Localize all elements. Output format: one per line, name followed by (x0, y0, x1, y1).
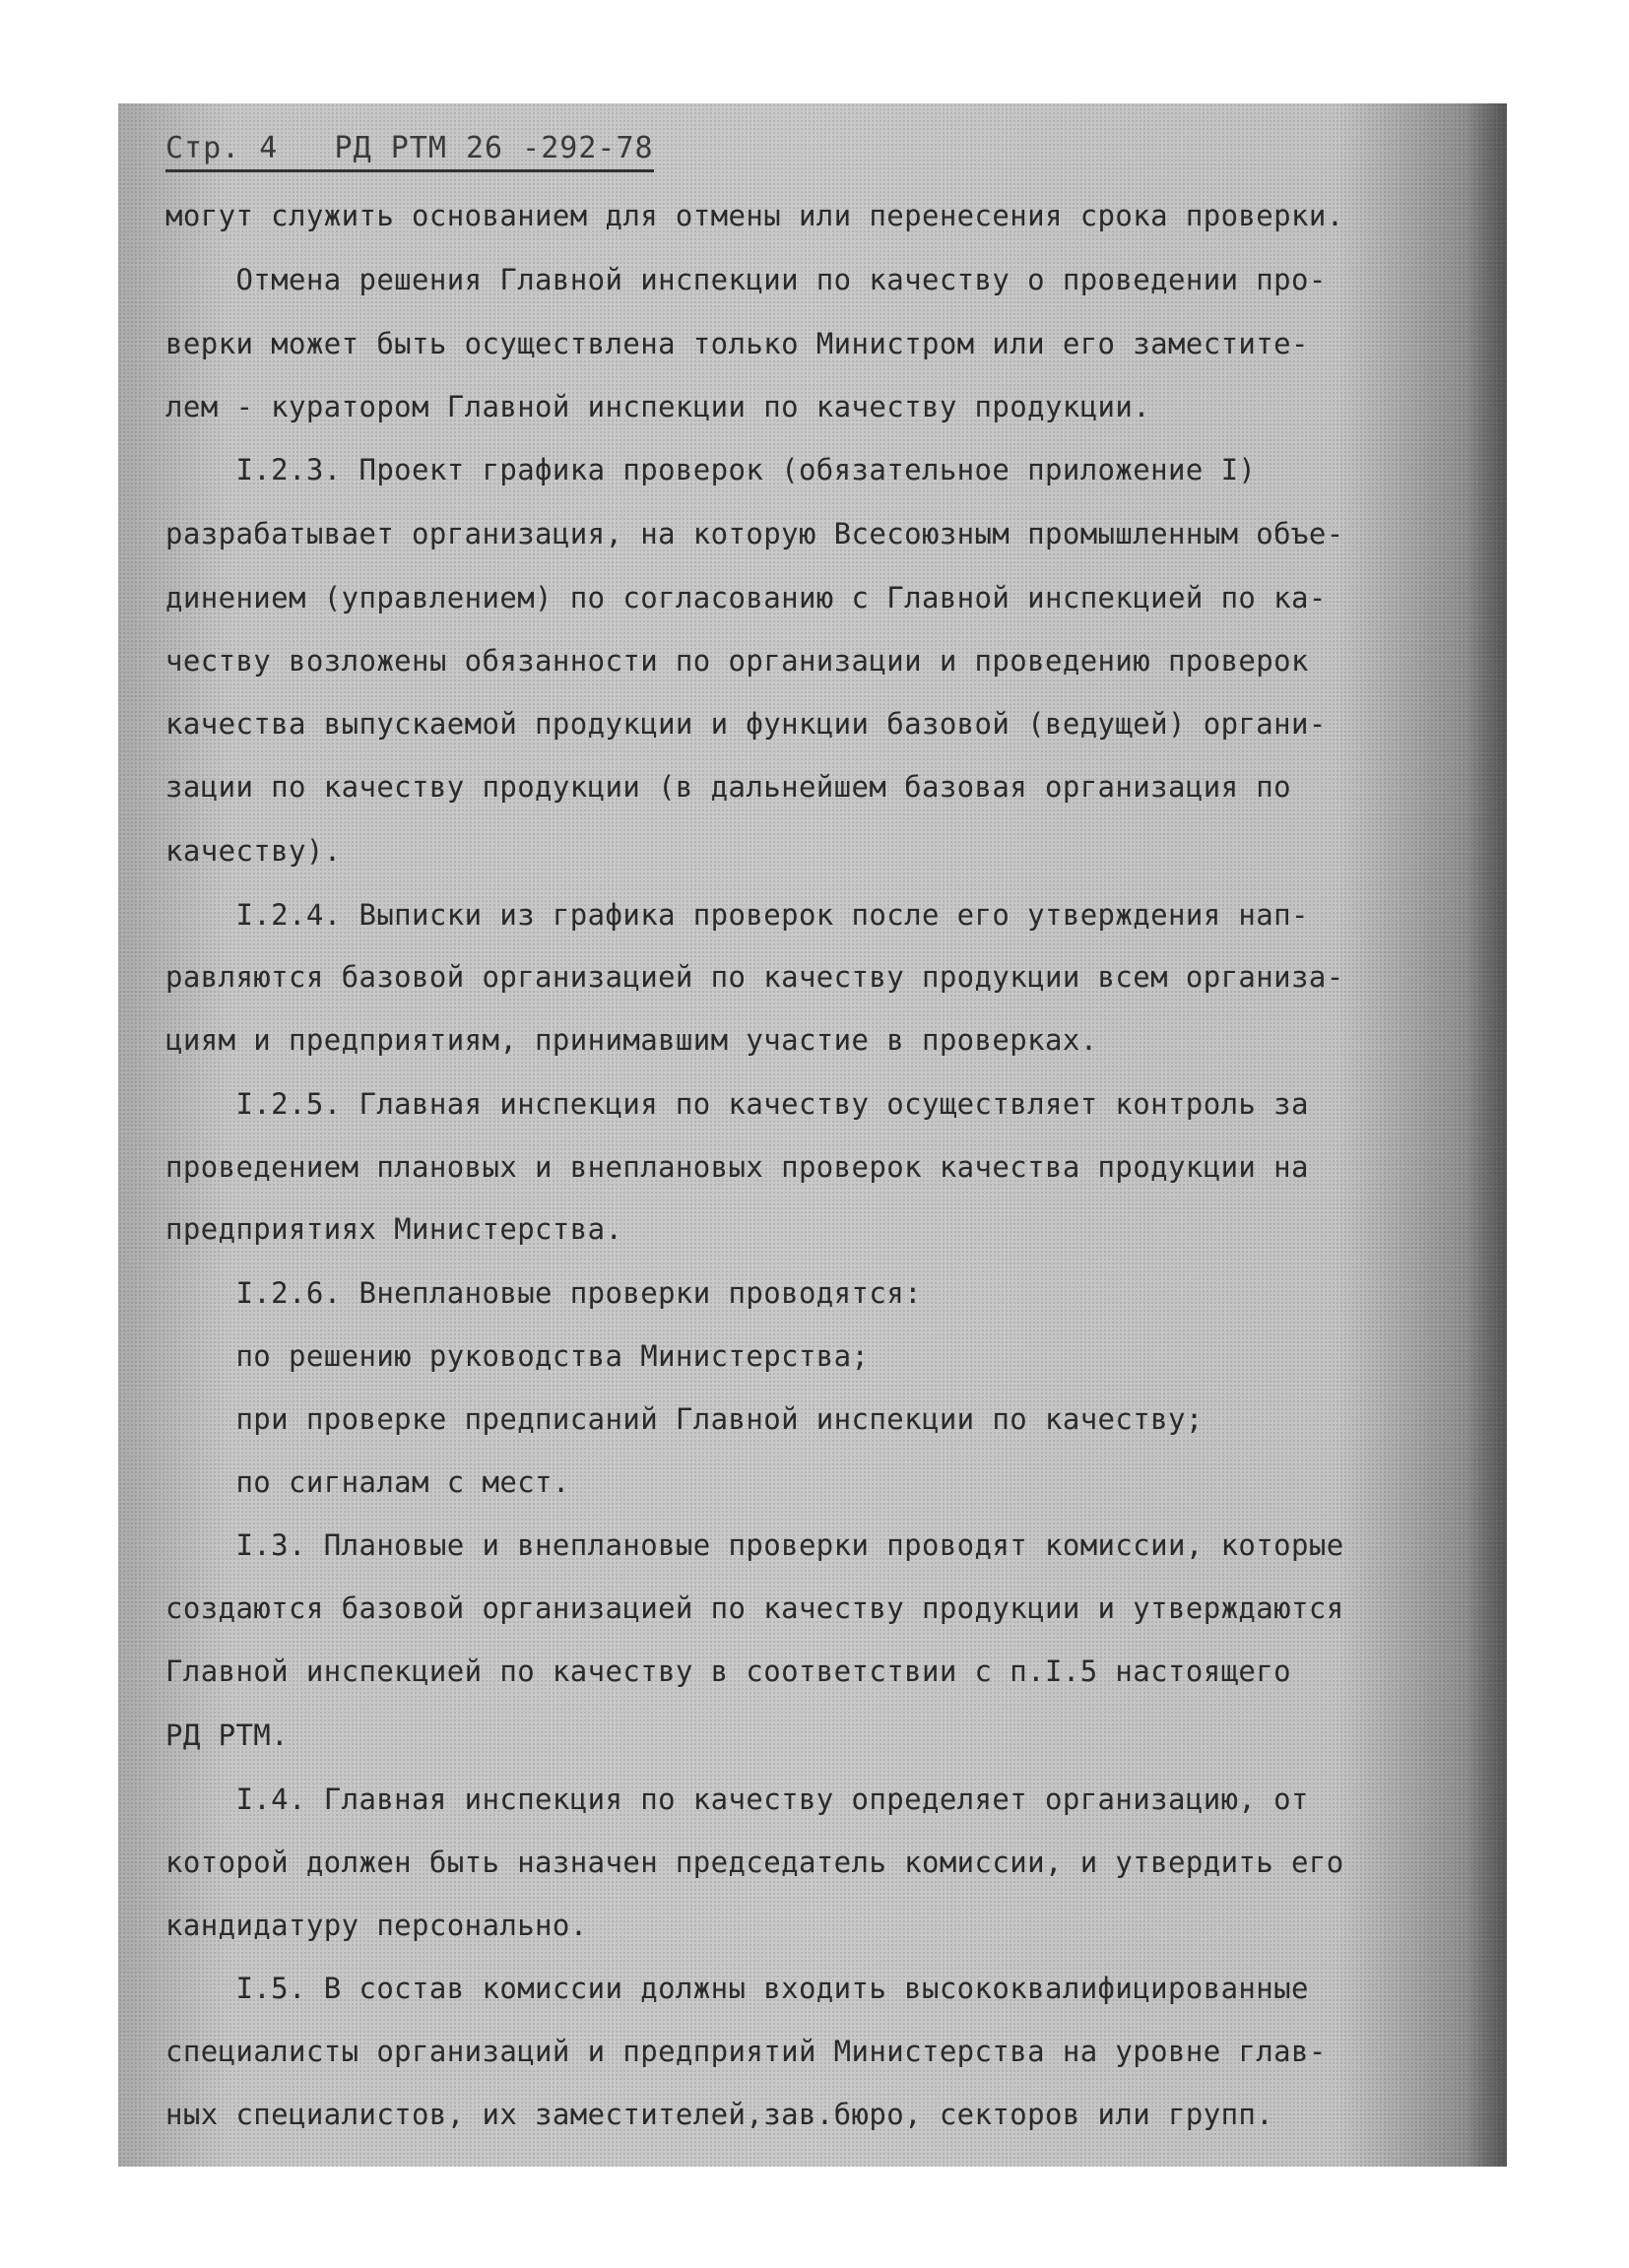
scanned-page (118, 103, 1507, 2167)
text-line: I.3. Плановые и внеплановые проверки проводят комиссии, которые (165, 1528, 1344, 1562)
text-line: качеству). (165, 834, 342, 868)
text-line: предприятиях Министерства. (165, 1212, 623, 1246)
text-line: которой должен быть назначен председатель комиссии, и утвердить его (165, 1846, 1344, 1879)
text-line: Отмена решения Главной инспекции по качеству о проведении про- (165, 263, 1327, 296)
text-line: I.4. Главная инспекция по качеству определяет организацию, от (165, 1782, 1309, 1816)
text-line: РД РТМ. (165, 1718, 290, 1752)
text-line: по сигналам с мест. (165, 1465, 570, 1499)
text-line: ных специалистов, их заместителей,зав.бюро, секторов или групп. (165, 2098, 1274, 2131)
text-line: циям и предприятиям, принимавшим участие в проверках. (165, 1023, 1098, 1057)
text-line: могут служить основанием для отмены или перенесения срока проверки. (165, 199, 1344, 232)
text-line: I.5. В состав комиссии должны входить высококвалифицированные (165, 1972, 1309, 2005)
text-line: кандидатуру персонально. (165, 1909, 588, 1942)
text-line: I.2.3. Проект графика проверок (обязательное приложение I) (165, 453, 1257, 486)
text-line: зации по качеству продукции (в дальнейшем базовая организация по (165, 770, 1292, 804)
text-line: качества выпускаемой продукции и функции базовой (ведущей) органи- (165, 707, 1327, 741)
text-line: по решению руководства Министерства; (165, 1339, 870, 1373)
text-line: динением (управлением) по согласованию с Главной инспекцией по ка- (165, 581, 1327, 615)
text-line: честву возложены обязанности по организации и проведению проверок (165, 644, 1309, 678)
text-line: I.2.5. Главная инспекция по качеству осуществляет контроль за (165, 1087, 1309, 1121)
text-line: проведением плановых и внеплановых проверок качества продукции на (165, 1150, 1309, 1184)
page-header: Стр. 4 РД РТМ 26 -292-78 (165, 131, 654, 172)
text-line: I.2.6. Внеплановые проверки проводятся: (165, 1276, 922, 1310)
text-line: Главной инспекцией по качеству в соответствии с п.I.5 настоящего (165, 1654, 1292, 1688)
text-line: специалисты организаций и предприятий Министерства на уровне глав- (165, 2035, 1327, 2068)
text-line: I.2.4. Выписки из графика проверок после его утверждения нап- (165, 898, 1309, 932)
text-line: равляются базовой организацией по качеству продукции всем организа- (165, 960, 1344, 994)
text-line: разрабатывает организация, на которую Всесоюзным промышленным объе- (165, 517, 1344, 551)
text-line: лем - куратором Главной инспекции по качеству продукции. (165, 390, 1151, 423)
text-line: верки может быть осуществлена только Министром или его заместите- (165, 327, 1309, 360)
text-line: при проверке предписаний Главной инспекции по качеству; (165, 1402, 1204, 1436)
text-line: создаются базовой организацией по качеству продукции и утверждаются (165, 1591, 1344, 1625)
